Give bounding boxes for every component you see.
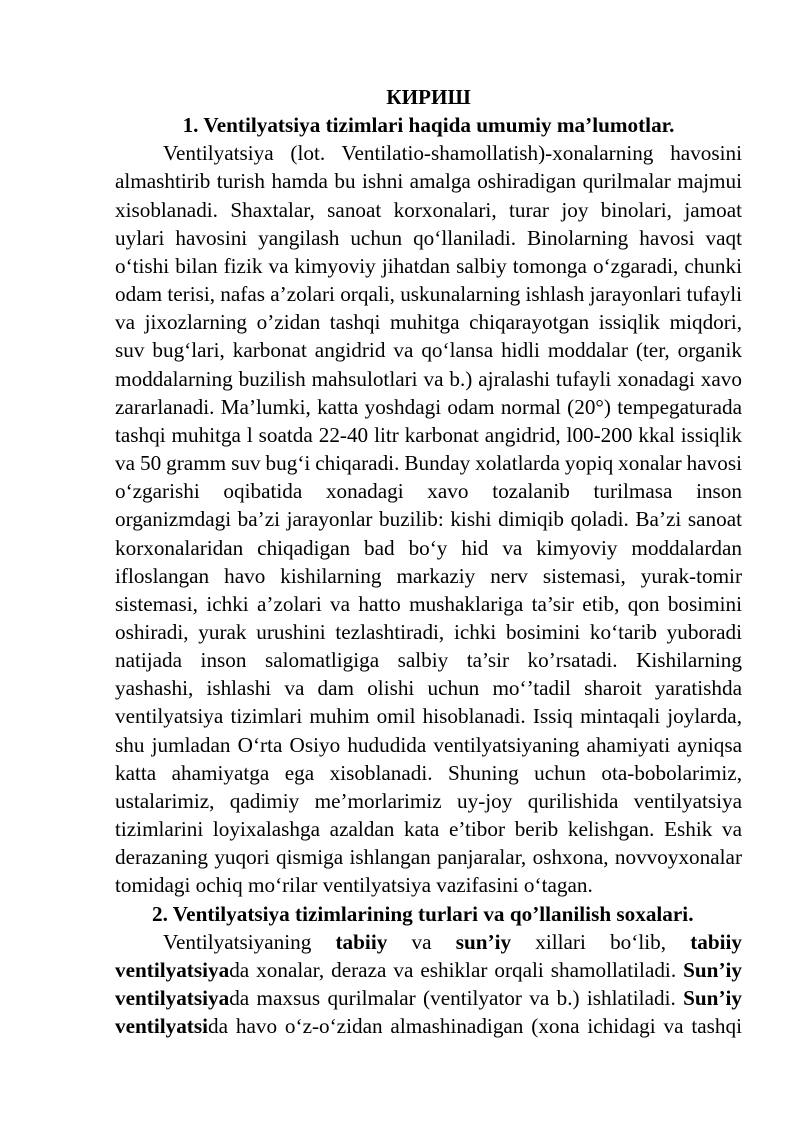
bold-term: ventilyatsiya [115, 986, 230, 1010]
text-run: da maxsus qurilmalar (ventilyator va b.) ishlatiladi. [229, 986, 684, 1010]
bold-term: sun’iy [455, 929, 512, 954]
paragraph-line: o‘zgarishi oqibatida xonadagi xavo tozalanib turilmasa inson [115, 479, 742, 504]
text-run: va [387, 929, 456, 954]
paragraph-line: ventilyatsiya tizimlari muhim omil hisoblanadi. Issiq mintaqali joylarda, [115, 704, 742, 729]
paragraph-line: o‘tishi bilan fizik va kimyoviy jihatdan salbiy tomonga o‘zgaradi, chunki [115, 253, 742, 278]
paragraph-line [115, 956, 742, 984]
paragraph-line: suv bug‘lari, karbonat angidrid va qo‘lansa hidli moddalar (ter, organik [115, 338, 742, 363]
paragraph-line: moddalarning buzilish mahsulotlari va b.) ajralashi tufayli xonadagi xavo [115, 366, 742, 391]
paragraph-line: tizimlarini loyixalashga azaldan kata e’tibor berib kelishgan. Eshik va [115, 817, 742, 842]
section-heading: 1. Ventilyatsiya tizimlari haqida umumiy ma’lumotlar. [182, 113, 675, 138]
document-title: КИРИШ [386, 85, 471, 109]
paragraph-line [115, 984, 742, 1012]
text-run: xillari bo‘lib, [511, 929, 691, 954]
paragraph-line: va 50 gramm suv bug‘i chiqaradi. Bunday xolatlarda yopiq xonalar havosi [115, 451, 742, 476]
paragraph-line: yashashi, ishlashi va dam olishi uchun mo‘’tadil sharoit yaratishda [115, 676, 742, 701]
bold-term: Sun’iy [683, 986, 742, 1010]
paragraph-line [115, 1012, 742, 1040]
section-heading: 2. Ventilyatsiya tizimlarining turlari va qo’llanilish soxalari. [152, 901, 694, 926]
paragraph-line: sistemasi, ichki a’zolari va hatto mushaklariga ta’sir etib, qon bosimini [115, 591, 742, 616]
paragraph-line [115, 928, 742, 956]
paragraph-line: zararlanadi. Ma’lumki, katta yoshdagi odam normal (20°) tempegaturada [115, 394, 742, 419]
paragraph-line: shu jumladan O‘rta Osiyo hududida ventilyatsiyaning ahamiyati ayniqsa [115, 732, 742, 757]
text-run: da havo o‘z-o‘zidan almashinadigan (xona ichidagi va tashqi [208, 1014, 742, 1039]
paragraph-line: ustalarimiz, qadimiy me’morlarimiz uy-joy qurilishida ventilyatsiya [115, 788, 742, 813]
paragraph-line: organizmdagi ba’zi jarayonlar buzilib: kishi dimiqib qoladi. Ba’zi sanoat [115, 507, 742, 532]
section-introduction [115, 111, 742, 899]
paragraph-line: katta ahamiyatga ega xisoblanadi. Shuning uchun ota-bobolarimiz, [115, 760, 742, 785]
paragraph-line: tomidagi ochiq mo‘rilar ventilyatsiya vazifasini o‘tagan. [115, 873, 593, 898]
paragraph [115, 139, 742, 899]
paragraph-line: xisoblanadi. Shaxtalar, sanoat korxonalari, turar joy binolari, jamoat [115, 197, 742, 222]
bold-term: Sun’iy [683, 957, 742, 982]
paragraph-line: Ventilyatsiya (lot. Ventilatio-shamollatish)-xonalarning havosini [163, 141, 742, 166]
bold-term: tabiiy [335, 929, 388, 954]
paragraph-line: korxonalaridan chiqadigan bad bo‘y hid va kimyoviy moddalardan [115, 535, 742, 560]
bold-term: tabiiy [690, 929, 742, 954]
paragraph-line: derazaning yuqori qismiga ishlangan panjaralar, oshxona, novvoyxonalar [115, 845, 742, 870]
paragraph-line: natijada inson salomatligiga salbiy ta’sir ko’rsatadi. Kishilarning [115, 648, 742, 673]
section-types [115, 900, 742, 1041]
paragraph [115, 928, 742, 1041]
bold-term: ventilyatsiya [115, 957, 230, 982]
paragraph-line: ifloslangan havo kishilarning markaziy nerv sistemasi, yurak-tomir [115, 563, 742, 588]
text-run: Ventilyatsiyaning [163, 929, 336, 954]
paragraph-line: va jixozlarning o’zidan tashqi muhitga chiqarayotgan issiqlik miqdori, [115, 310, 742, 335]
paragraph-line: almashtirib turish hamda bu ishni amalga oshiradigan qurilmalar majmui [115, 169, 742, 194]
paragraph-line: tashqi muhitga l soatda 22-40 litr karbonat angidrid, l00-200 kkal issiqlik [115, 422, 742, 447]
paragraph-line: oshiradi, yurak urushini tezlashtiradi, ichki bosimini ko‘tarib yuboradi [115, 619, 742, 644]
text-run: da xonalar, deraza va eshiklar orqali shamollatiladi. [229, 957, 684, 982]
paragraph-line: odam terisi, nafas a’zolari orqali, uskunalarning ishlash jarayonlari tufayli [115, 282, 742, 307]
bold-term: ventilyatsi [115, 1014, 208, 1039]
paragraph-line: uylari havosini yangilash uchun qo‘llaniladi. Binolarning havosi vaqt [115, 225, 742, 250]
